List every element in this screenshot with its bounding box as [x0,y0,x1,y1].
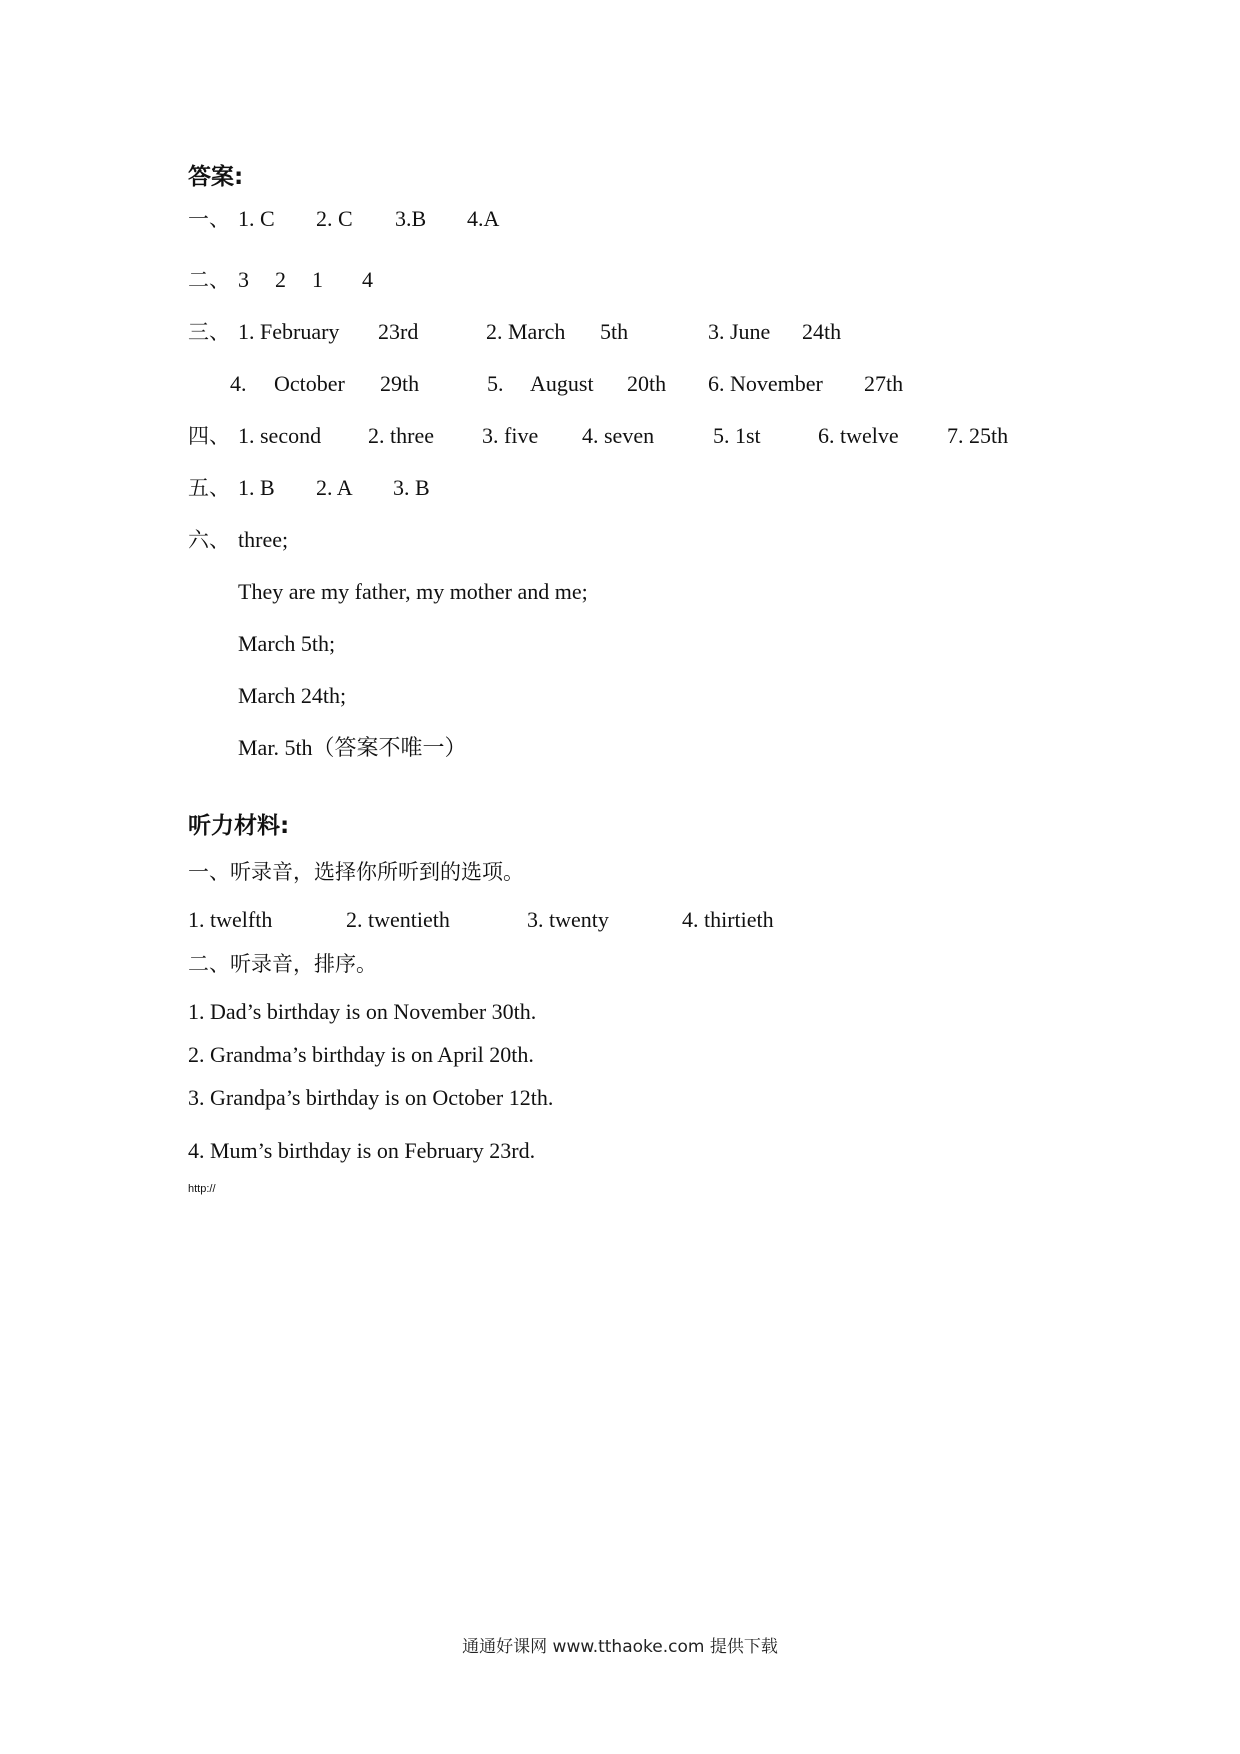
answer-item: 5th [600,319,629,344]
answer-item: 7. 25th [947,423,1009,448]
answer-item: 1. February [238,319,340,344]
answer-item: 20th [627,371,667,396]
answer-item: 27th [864,371,904,396]
answer-item: 3. B [393,475,430,500]
section-number: 四、 [188,424,230,448]
answer-item: 2 [275,267,286,292]
answer-item: 29th [380,371,420,396]
answer-item: 23rd [378,319,419,344]
answer-item: 3 [238,267,249,292]
section-number: 五、 [188,476,230,500]
part-title: 二、听录音，排序。 [188,952,377,976]
answer-item: 6. November [708,371,823,396]
answer-item: 4.A [467,206,500,231]
answer-item: August [530,371,594,396]
listening-item: 2. Grandma’s birthday is on April 20th. [188,1042,534,1067]
answer-item: 1 [312,267,323,292]
answer-line: March 24th; [238,683,347,708]
answer-item: three; [238,527,289,552]
listening-heading: 听力材料: [188,813,290,839]
answer-item: 2. C [316,206,353,231]
listening-item: 4. Mum’s birthday is on February 23rd. [188,1138,536,1163]
section-number: 二、 [188,268,230,292]
answer-item: 4 [362,267,373,292]
listening-item: 1. Dad’s birthday is on November 30th. [188,999,537,1024]
answer-line: Mar. 5th（答案不唯一） [238,735,467,760]
url-text: http:// [188,1183,216,1195]
answer-item: 6. twelve [818,423,899,448]
answer-item: 24th [802,319,842,344]
answer-item: 2. March [486,319,566,344]
footer-text: 通通好课网 www.tthaoke.com 提供下载 [462,1637,778,1657]
listening-item: 3. Grandpa’s birthday is on October 12th. [188,1085,554,1110]
section-number: 三、 [188,320,230,344]
listening-item: 4. thirtieth [682,907,774,932]
listening-item: 3. twenty [527,907,609,932]
section-number: 六、 [188,528,230,552]
section-number: 一、 [188,207,230,231]
answer-item: 2. A [316,475,353,500]
answers-heading: 答案: [188,164,244,190]
answer-item: 3. five [482,423,539,448]
answer-item: 3. June [708,319,771,344]
answer-item: 5. [487,371,504,396]
listening-item: 2. twentieth [346,907,450,932]
answer-item: 2. three [368,423,434,448]
answer-item: 1. second [238,423,322,448]
answer-item: 1. B [238,475,275,500]
answer-line: March 5th; [238,631,336,656]
answer-item: 4. seven [582,423,655,448]
answer-item: October [274,371,345,396]
part-title: 一、听录音，选择你所听到的选项。 [188,860,524,884]
listening-item: 1. twelfth [188,907,273,932]
answer-item: 3.B [395,206,427,231]
answer-item: 5. 1st [713,423,761,448]
answer-item: 4. [230,371,247,396]
answer-line: They are my father, my mother and me; [238,579,588,604]
answer-item: 1. C [238,206,275,231]
